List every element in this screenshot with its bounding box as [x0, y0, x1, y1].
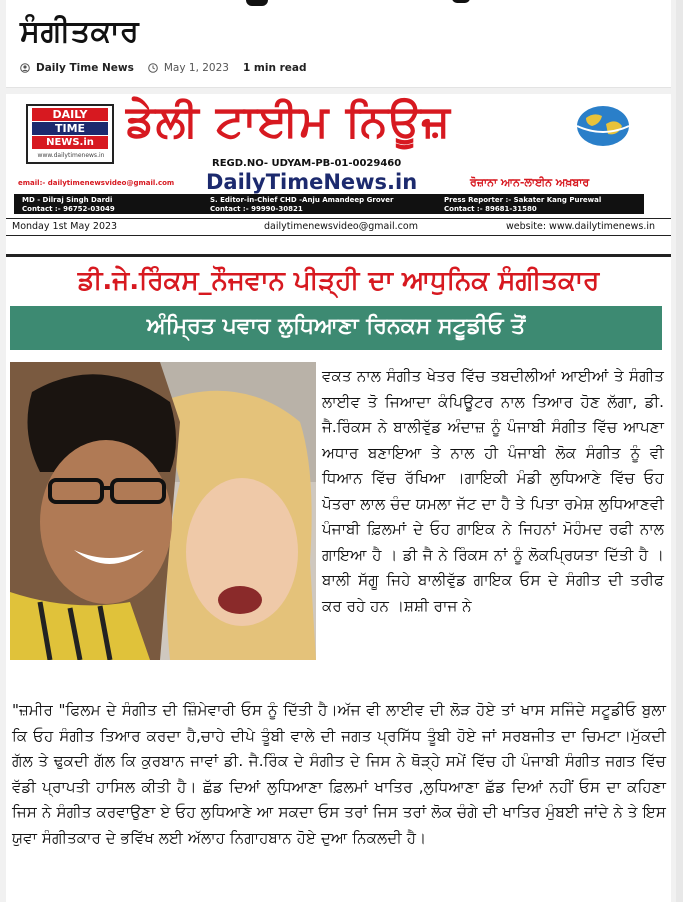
- reporter-contact: Press Reporter :- Sakater Kang Purewal Contact :- 89681-31580: [444, 196, 602, 213]
- article-body-column: ਵਕਤ ਨਾਲ ਸੰਗੀਤ ਖੇਤਰ ਵਿੱਚ ਤਬਦੀਲੀਆਂ ਆਈਆਂ ਤੇ ਸੰਗੀਤ ਲਾਈਵ ਤੋ ਜਿਆਦਾ ਕੰਪਿਊਟਰ ਨਾਲ ਤਿਆਰ ਹੋਣ ਲੱਗਾ, ਡੀ. ਜੈ.ਰਿੰਕਸ ਨੇ ਬਾਲੀਵੁੱਡ ਅੰਦਾਜ਼ ਨੂੰ ਪੰਜਾਬੀ ਸੰਗੀਤ ਵਿੱਚ ਆਪਣਾ ਅਧਾਰ ਬਣਾਇਆ ਤੇ ਨਾਲ ਹੀ ਪੰਜਾਬੀ ਲੋਕ ਸੰਗੀਤ ਨੂੰ ਵੀ ਧਿਆਨ ਵਿੱਚ ਰੱਖਿਆ ।ਗਾਇਕੀ ਮੰਡੀ ਲੁਧਿਆਣੇ ਵਿੱਚ ਓਹ ਪੋਤਰਾ ਲਾਲ ਚੰਦ ਯਮਲਾ ਜੱਟ ਦਾ ਹੈ ਤੇ ਪਿਤਾ ਰਮੇਸ਼ ਲੁਧਿਆਣਵੀ ਪੰਜਾਬੀ ਫ਼ਿਲਮਾਂ ਦੇ ਓਹ ਗਾਇਕ ਨੇ ਜਿਹਨਾਂ ਮੋਹੰਮਦ ਰਫੀ ਨਾਲ ਗਾਇਆ ਹੈ । ਡੀ ਜੈ ਨੇ ਰਿੰਕਸ ਨਾਂ ਨੂੰ ਲੋਕਪ੍ਰਿਯਤਾ ਦਿੱਤੀ ਹੈ । ਬਾਲੀ ਸੱਗੂ ਜਿਹੇ ਬਾਲੀਵੁੱਡ ਗਾਇਕ ਓਸ ਦੇ ਸੰਗੀਤ ਦੀ ਤਰੀਫ ਕਰ ਰਹੇ ਹਨ ।ਸ਼ਸ਼ੀ ਰਾਜ ਨੇ: [322, 367, 664, 615]
- masthead-email: email:- dailytimenewsvideo@gmail.com: [18, 179, 175, 187]
- masthead: [14, 94, 664, 214]
- logo-line-2: TIME: [32, 122, 108, 135]
- logo-line-3: NEWS.in: [32, 136, 108, 149]
- article-body-full: "ਜ਼ਮੀਰ "ਫਿਲਮ ਦੇ ਸੰਗੀਤ ਦੀ ਜ਼ਿੰਮੇਵਾਰੀ ਓਸ ਨੂੰ ਦਿੱਤੀ ਹੈ।ਅੱਜ ਵੀ ਲਾਈਵ ਦੀ ਲੋੜ ਹੋਏ ਤਾਂ ਖਾਸ ਸਜਿੰਦੇ ਸਟੂਡੀਓ ਬੁਲਾ ਕਿ ਓਹ ਸੰਗੀਤ ਤਿਆਰ ਕਰਦਾ ਹੈ,ਚਾਹੇ ਦੀਪੇ ਤੂੰਬੀ ਵਾਲੇ ਦੀ ਜਗਤ ਪ੍ਰਸਿੱਧ ਤੂੰਬੀ ਹੋਏ ਜਾਂ ਸਰਬਜੀਤ ਦਾ ਚਿਮਟਾ।ਮੁੱਕਦੀ ਗੱਲ ਤੇ ਢੁਕਦੀ ਗੱਲ ਕਿ ਕੁਰਬਾਨ ਜਾਵਾਂ ਡੀ. ਜੈ.ਰਿੰਕ ਦੇ ਸੰਗੀਤ ਦੇ ਜਿਸ ਨੇ ਥੋੜ੍ਹੇ ਸਮੇਂ ਵਿੱਚ ਹੀ ਪੰਜਾਬੀ ਸੰਗੀਤ ਜਗਤ ਵਿੱਚ ਵੱਡੀ ਪ੍ਰਾਪਤੀ ਹਾਸਿਲ ਕੀਤੀ ਹੈ। ਛੱਡ ਦਿਆਂ ਲੁਧਿਆਣਾ ਫ਼ਿਲਮਾਂ ਖਾਤਿਰ ,ਲੁਧਿਆਣਾ ਛੱਡ ਦਿਆਂ ਨਹੀਂ ਓਸ ਦਾ ਕਹਿਣਾ ਜਿਸ ਨੇ ਸੰਗੀਤ ਕਰਵਾਉਣਾ ਏ ਓਹ ਲੁਧਿਆਣੇ ਆ ਸਕਦਾ ਓਸ ਤਰਾਂ ਜਿਸ ਤਰਾਂ ਲੋਕ ਚੰਗੇ ਦੀ ਖਾਤਿਰ ਮੁੰਬਈ ਜਾਂਦੇ ਨੇ ਤੇ ਇਸ ਯੁਵਾ ਸੰਗੀਤਕਾਰ ਦੇ ਭਵਿੱਖ ਲਈ ਅੱਲਾਹ ਨਿਗਾਹਬਾਨ ਹੋਏ ਦੁਆ ਨਿਕਲਦੀ ਹੈ।: [12, 701, 666, 847]
- newspaper-clipping: [6, 94, 671, 902]
- article-subhead: ਅੰਮ੍ਰਿਤ ਪਵਾਰ ਲੁਧਿਆਣਾ ਰਿਨਕਸ ਸਟੂਡੀਓ ਤੋਂ: [10, 306, 662, 350]
- dateline-email: dailytimenewsvideo@gmail.com: [264, 221, 418, 232]
- md-contact: MD - Dilraj Singh Dardi Contact :- 96752-03049: [22, 196, 115, 213]
- post-header: [6, 0, 671, 88]
- read-time: 1 min read: [242, 62, 307, 74]
- post-title: ਸੰਗੀਤਕਾਰ: [20, 14, 140, 49]
- post-meta: [20, 62, 307, 74]
- registration-number: REGD.NO- UDYAM-PB-01-0029460: [212, 158, 402, 169]
- dateline-date: Monday 1st May 2023: [12, 221, 118, 232]
- logo-line-1: DAILY: [32, 108, 108, 121]
- post-date: May 1, 2023: [163, 62, 229, 74]
- globe-icon: [574, 104, 632, 148]
- cropped-glyph: [452, 0, 470, 3]
- page-edge: [676, 0, 683, 902]
- contact-bar: [14, 194, 644, 214]
- newspaper-logo: [26, 104, 114, 164]
- clock-icon: [148, 63, 158, 73]
- author-link[interactable]: Daily Time News: [36, 62, 134, 74]
- cropped-glyph: [246, 0, 268, 6]
- editor-contact: S. Editor-in-Chief CHD -Anju Amandeep Grover Contact :- 99990-30821: [210, 196, 394, 213]
- divider: [6, 254, 671, 257]
- dateline: [6, 218, 671, 236]
- user-circle-icon: [20, 63, 30, 73]
- logo-url: www.dailytimenews.in: [37, 152, 105, 159]
- tagline-punjabi: ਰੋਜ਼ਾਨਾ ਆਨ-ਲਾਈਨ ਅਖ਼ਬਾਰ: [470, 176, 590, 189]
- dateline-website: website: www.dailytimenews.in: [506, 221, 655, 232]
- brand-punjabi: ਡੇਲੀ ਟਾਈਮ ਨਿਊਜ਼: [126, 96, 451, 147]
- article-photo: [10, 362, 316, 660]
- article-headline: ਡੀ.ਜੇ.ਰਿੰਕਸ_ਨੌਜਵਾਨ ਪੀੜ੍ਹੀ ਦਾ ਆਧੁਨਿਕ ਸੰਗੀਤਕਾਰ: [77, 266, 600, 296]
- brand-english: DailyTimeNews.in: [206, 170, 418, 194]
